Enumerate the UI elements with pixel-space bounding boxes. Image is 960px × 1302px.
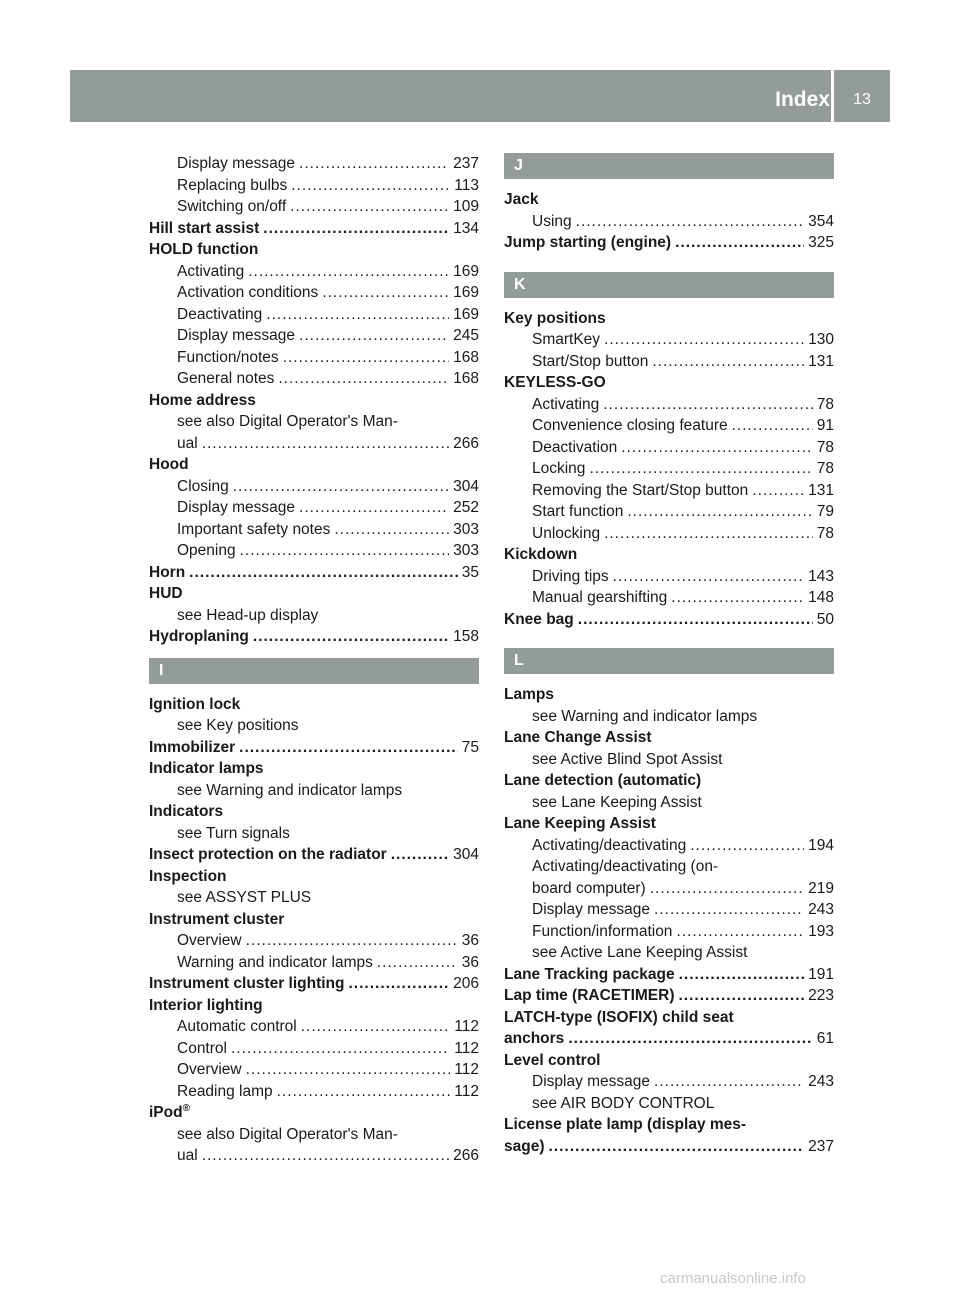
entry-text: Switching on/off [177,198,287,215]
page-number: 13 [853,91,871,108]
entry-text: Display message [177,327,296,344]
index-entry [504,964,834,986]
entry-page: 223 [808,987,834,1004]
index-entry [149,866,479,888]
index-entry [149,887,479,909]
dot-leader [322,282,449,304]
entry-text: see Head-up display [177,606,319,624]
index-entry [504,587,834,609]
entry-text: Locking [532,460,586,477]
index-entry [149,153,479,175]
section-header-l: L [504,648,834,674]
entry-text: Home address [149,391,256,409]
dot-leader [603,394,813,416]
index-entry [149,562,479,584]
entry-text: see ASSYST PLUS [177,889,312,906]
entry-page: 143 [808,567,834,585]
entry-text: Deactivating [177,305,263,323]
entry-page: 237 [453,155,479,172]
entry-text: Start/Stop button [532,352,649,370]
entry-text: Ignition lock [149,695,241,713]
entry-text: SmartKey [532,331,601,348]
entry-page: 245 [453,327,479,344]
index-entry [504,480,834,502]
entry-text: KEYLESS-GO [504,374,606,391]
entry-page: 131 [808,481,834,499]
index-entry [504,792,834,814]
entry-group [149,694,479,1167]
entry-text: Using [532,212,572,230]
entry-page: 303 [453,520,479,538]
entry-page: 109 [453,198,479,215]
index-entry [149,454,479,476]
index-entry [504,308,834,330]
index-entry [149,823,479,845]
entry-text: Insect protection on the radiator [149,846,387,863]
entry-page: 61 [816,1030,834,1047]
dot-leader [233,476,449,498]
entry-page: 243 [808,901,834,918]
entry-page: 252 [453,499,479,516]
dot-leader [348,973,449,995]
entry-text: Reading lamp [177,1082,273,1100]
index-entry [149,952,479,974]
dot-leader [277,1081,451,1103]
entry-text: Key positions [504,309,606,327]
index-entry [149,325,479,347]
entry-text: Closing [177,477,229,495]
entry-text: HUD [149,585,183,602]
entry-text: Important safety notes [177,520,331,538]
index-entry [504,856,834,878]
entry-page: 112 [454,1061,479,1078]
dot-leader [676,921,804,943]
entry-page: 78 [816,460,834,477]
index-entry [149,715,479,737]
dot-leader [278,368,449,390]
entry-text: Deactivation [532,438,618,456]
index-entry [149,694,479,716]
entry-text: Unlocking [532,524,601,542]
entry-page: 169 [453,305,479,323]
index-entry [149,605,479,627]
entry-text: Overview [177,1061,242,1078]
entry-page: 50 [816,610,834,628]
entry-text: Activating/deactivating [532,836,687,854]
index-entry [504,415,834,437]
index-entry [149,497,479,519]
entry-text: Removing the Start/Stop button [532,481,749,499]
entry-page: 169 [453,262,479,280]
dot-leader [253,626,449,648]
index-entry [149,347,479,369]
entry-text: see Key positions [177,717,299,734]
entry-text: see Warning and indicator lamps [177,781,403,799]
entry-text: ual [177,434,198,452]
entry-text: General notes [177,370,275,387]
dot-leader [604,523,813,545]
index-entry [504,394,834,416]
entry-page: 303 [453,542,479,559]
entry-text: Display message [532,1073,651,1090]
entry-page: 219 [808,879,834,897]
index-entry [149,1124,479,1146]
entry-text: Inspection [149,867,227,885]
dot-leader [654,899,804,921]
entry-text: see also Digital Operator's Man- [177,1125,398,1143]
dot-leader [266,304,449,326]
dot-leader [650,878,804,900]
entry-text: Activating [177,262,245,280]
index-entry [504,878,834,900]
dot-leader [299,325,449,347]
entry-text: Display message [532,901,651,918]
dot-leader [627,501,812,523]
dot-leader [391,844,449,866]
entry-page: 148 [808,589,834,606]
dot-leader [604,329,804,351]
dot-leader [248,261,449,283]
index-entry [504,372,834,394]
entry-group [504,684,834,1157]
entry-page: 131 [808,352,834,370]
entry-text: sage) [504,1137,545,1155]
entry-text: Driving tips [532,567,609,585]
entry-text: Warning and indicator lamps [177,953,373,971]
index-entry [149,368,479,390]
index-entry [504,1136,834,1158]
entry-group [504,308,834,631]
entry-page: 191 [808,965,834,983]
dot-leader [578,609,813,631]
dot-leader [671,587,804,609]
index-entry [149,930,479,952]
entry-page: 158 [453,628,479,645]
index-entry [504,351,834,373]
index-entry [504,921,834,943]
entry-group [149,153,479,648]
entry-text: see Lane Keeping Assist [532,793,702,811]
index-entry [149,218,479,240]
index-entry [149,801,479,823]
entry-page: 113 [454,176,479,194]
entry-page: 75 [461,738,479,756]
index-entry [149,433,479,455]
index-entry [504,985,834,1007]
index-entry [504,523,834,545]
entry-page: 243 [808,1073,834,1090]
index-entry [149,909,479,931]
dot-leader [654,1071,804,1093]
entry-page: 112 [454,1018,479,1035]
entry-page: 78 [816,395,834,413]
entry-text: see also Digital Operator's Man- [177,413,398,430]
dot-leader [675,232,804,254]
dot-leader [291,175,450,197]
index-entry [149,626,479,648]
index-entry [149,1016,479,1038]
index-entry [149,476,479,498]
entry-page: 206 [453,975,479,992]
dot-leader [690,835,804,857]
index-entry [149,973,479,995]
entry-text: anchors [504,1030,565,1047]
section-header-i: I [149,658,479,684]
dot-leader [732,415,813,437]
entry-page: 35 [461,563,479,581]
entry-text: Lamps [504,686,554,703]
index-entry [149,239,479,261]
index-entry [504,1093,834,1115]
entry-text: Indicators [149,803,224,820]
entry-page: 304 [453,846,479,863]
index-entry [504,1028,834,1050]
index-entry [149,1081,479,1103]
entry-text: Activating [532,395,600,413]
section-header-j: J [504,153,834,179]
dot-leader [377,952,458,974]
entry-page: 112 [454,1082,479,1100]
entry-text: Jump starting (engine) [504,234,672,251]
index-entry [504,899,834,921]
dot-leader [290,196,449,218]
dot-leader [621,437,812,459]
entry-page: 266 [453,1147,479,1164]
index-entry [149,282,479,304]
dot-leader [246,930,458,952]
entry-text: Lap time (RACETIMER) [504,987,675,1004]
index-entry [504,727,834,749]
dot-leader [202,1145,449,1167]
dot-leader [202,433,449,455]
entry-text: Hood [149,456,189,473]
entry-text: Display message [177,499,296,516]
index-entry [504,749,834,771]
index-entry [504,329,834,351]
index-entry [149,304,479,326]
entry-text: Manual gearshifting [532,589,668,606]
index-entry [504,501,834,523]
dot-leader [613,566,804,588]
entry-page: 193 [808,922,834,940]
index-entry [504,1050,834,1072]
index-entry [149,196,479,218]
index-entry [149,737,479,759]
header-title: Index [775,88,830,111]
section-header-k: K [504,272,834,298]
index-column-left [149,153,479,1167]
index-entry [149,1145,479,1167]
entry-text: Control [177,1039,227,1057]
entry-text: ual [177,1147,198,1164]
dot-leader [283,347,449,369]
dot-leader [239,737,458,759]
entry-page: 79 [816,503,834,520]
entry-text: Hydroplaning [149,628,249,645]
entry-page: 168 [453,348,479,366]
index-entry [149,995,479,1017]
entry-text: Instrument cluster [149,910,285,928]
dot-leader [752,480,804,502]
entry-text: Convenience closing feature [532,417,728,434]
entry-page: 78 [816,524,834,542]
entry-text: Automatic control [177,1018,297,1035]
dot-leader [301,1016,451,1038]
entry-text: Interior lighting [149,996,263,1014]
entry-page: 112 [454,1039,479,1057]
index-entry [149,540,479,562]
entry-page: 130 [808,331,834,348]
entry-page: 194 [808,836,834,854]
entry-text: see AIR BODY CONTROL [532,1094,715,1112]
entry-text: Immobilizer [149,738,236,756]
entry-text: Indicator lamps [149,760,264,777]
index-entry [504,813,834,835]
index-entry [504,770,834,792]
entry-text: see Warning and indicator lamps [532,707,758,725]
dot-leader [240,540,450,562]
entry-text: LATCH-type (ISOFIX) child seat [504,1008,734,1026]
dot-leader [576,211,804,233]
dot-leader [679,964,805,986]
entry-text: Overview [177,932,242,949]
entry-text: Opening [177,542,236,559]
entry-page: 169 [453,284,479,301]
entry-page: 266 [453,434,479,452]
index-entry [504,566,834,588]
index-entry [504,211,834,233]
index-entry [149,261,479,283]
entry-text: see Active Blind Spot Assist [532,750,723,768]
entry-text: Lane Keeping Assist [504,815,656,832]
dot-leader [263,218,449,240]
entry-page: 78 [816,438,834,456]
entry-text: License plate lamp (display mes- [504,1116,747,1133]
entry-text: iPod [149,1104,183,1121]
entry-group [504,189,834,254]
index-entry [149,1038,479,1060]
entry-page: 168 [453,370,479,387]
entry-page: 304 [453,477,479,495]
registered-mark: ® [182,1102,190,1114]
entry-page: 91 [816,417,834,434]
dot-leader [334,519,449,541]
entry-text: see Turn signals [177,824,290,842]
entry-text: Jack [504,191,539,208]
dot-leader [299,153,449,175]
index-entry [149,583,479,605]
entry-text: Lane Change Assist [504,729,652,746]
entry-text: Function/notes [177,348,279,366]
index-entry [504,1071,834,1093]
dot-leader [189,562,458,584]
index-entry [504,1114,834,1136]
entry-page: 237 [808,1137,834,1155]
entry-text: Hill start assist [149,219,260,237]
index-entry [504,684,834,706]
index-entry [504,544,834,566]
entry-text: Replacing bulbs [177,176,288,194]
entry-text: HOLD function [149,241,259,258]
index-entry [504,706,834,728]
entry-text: Level control [504,1051,601,1069]
entry-text: Display message [177,155,296,172]
index-entry [504,942,834,964]
entry-text: Knee bag [504,610,574,628]
dot-leader [652,351,804,373]
entry-text: Activation conditions [177,284,319,301]
entry-text: Lane detection (automatic) [504,772,702,789]
index-column-right [504,153,834,1157]
entry-text: Function/information [532,922,673,940]
entry-text: see Active Lane Keeping Assist [532,944,748,961]
entry-page: 134 [453,219,479,237]
index-entry [149,175,479,197]
entry-page: 36 [461,932,479,949]
dot-leader [549,1136,805,1158]
index-entry [149,411,479,433]
entry-text: Horn [149,563,186,581]
index-entry [504,1007,834,1029]
index-entry [504,189,834,211]
entry-text: Activating/deactivating (on- [532,858,719,875]
watermark: carmanualsonline.info [660,1270,806,1287]
index-entry [149,390,479,412]
dot-leader [246,1059,451,1081]
entry-page: 36 [461,953,479,971]
entry-text: Instrument cluster lighting [149,975,345,992]
dot-leader [568,1028,812,1050]
index-entry [149,1102,479,1124]
index-entry [149,780,479,802]
index-entry [149,1059,479,1081]
entry-text: Start function [532,503,624,520]
index-entry [149,519,479,541]
index-entry [504,232,834,254]
dot-leader [679,985,805,1007]
index-entry [149,758,479,780]
entry-page: 325 [808,234,834,251]
dot-leader [589,458,812,480]
entry-text: Kickdown [504,546,578,563]
index-entry [149,844,479,866]
entry-page: 354 [808,212,834,230]
index-entry [504,609,834,631]
entry-text: Lane Tracking package [504,965,675,983]
index-entry [504,437,834,459]
dot-leader [299,497,449,519]
index-entry [504,835,834,857]
entry-text: board computer) [532,879,646,897]
dot-leader [231,1038,450,1060]
index-entry [504,458,834,480]
